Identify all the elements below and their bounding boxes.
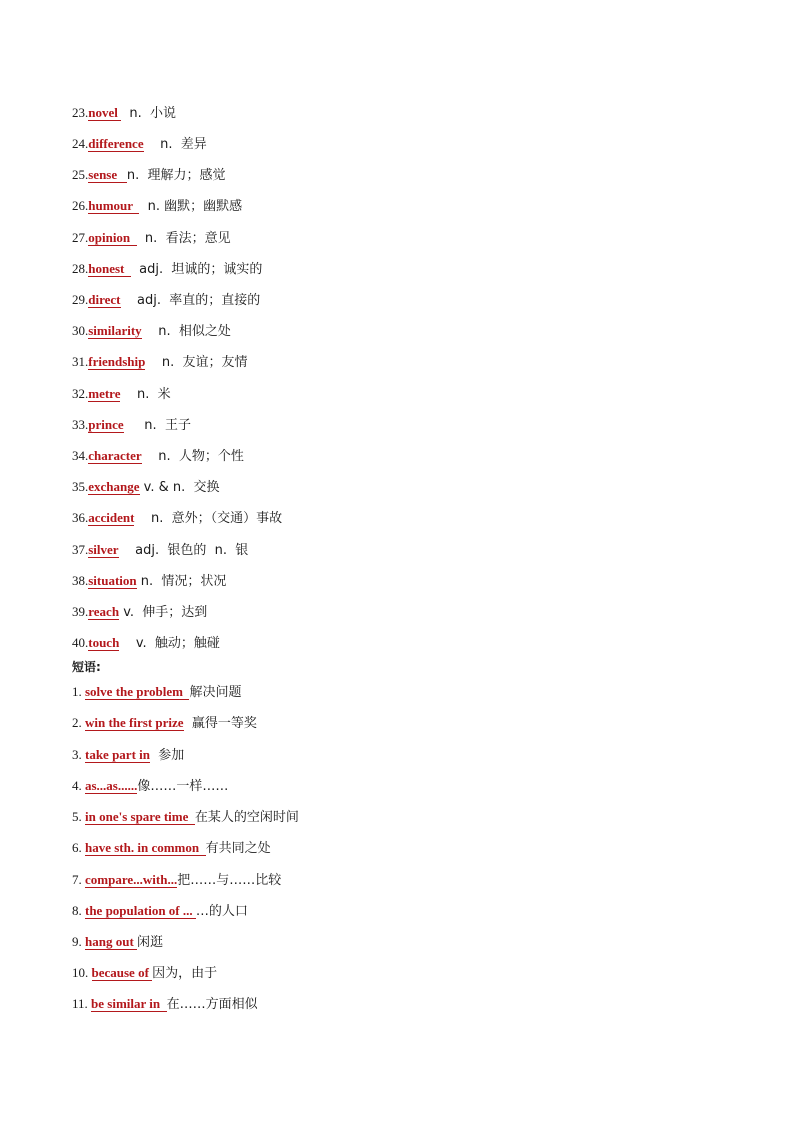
definition: 把……与……比较 — [177, 873, 282, 888]
answer-blank: reach — [88, 604, 120, 619]
word-item — [72, 509, 282, 527]
item-number: 34. — [72, 448, 89, 463]
definition: v. & n. 交换 — [139, 480, 220, 495]
item-number: 3. — [72, 747, 85, 762]
item-number: 25. — [72, 167, 89, 182]
definition: 有共同之处 — [205, 841, 271, 856]
item-number: 33. — [72, 417, 89, 432]
phrase-item — [72, 808, 299, 826]
definition: v. 触动；触碰 — [119, 636, 220, 651]
answer-blank: the population of ... — [85, 903, 196, 918]
definition: 闲逛 — [137, 935, 164, 950]
answer-blank: take part in — [85, 747, 150, 762]
item-number: 1. — [72, 684, 85, 699]
item-number: 8. — [72, 903, 85, 918]
item-number: 23. — [72, 105, 89, 120]
item-number: 29. — [72, 292, 89, 307]
phrase-item — [72, 871, 281, 889]
answer-blank: direct — [88, 292, 121, 307]
answer-blank: prince — [88, 417, 124, 432]
answer-blank: have sth. in common — [85, 840, 206, 855]
answer-blank: accident — [88, 510, 135, 525]
definition: n. 意外；（交通）事故 — [134, 511, 283, 526]
word-item — [72, 478, 220, 496]
phrases-heading: 短语: — [72, 660, 101, 674]
item-number: 26. — [72, 198, 89, 213]
item-number: 37. — [72, 542, 89, 557]
definition: 因为，由于 — [152, 966, 218, 981]
definition: n. 差异 — [143, 137, 207, 152]
answer-blank: as...as...... — [85, 778, 138, 793]
definition: 赢得一等奖 — [183, 716, 257, 731]
item-number: 6. — [72, 840, 85, 855]
answer-blank: similarity — [88, 323, 142, 338]
item-number: 35. — [72, 479, 89, 494]
answer-blank: difference — [88, 136, 144, 151]
answer-blank: friendship — [88, 354, 146, 369]
answer-blank: hang out — [85, 934, 138, 949]
definition: 解决问题 — [189, 685, 242, 700]
definition: n. 王子 — [123, 418, 191, 433]
word-item — [72, 197, 242, 215]
word-item — [72, 447, 244, 465]
item-number: 32. — [72, 386, 89, 401]
item-number: 9. — [72, 934, 85, 949]
answer-blank: situation — [88, 573, 137, 588]
definition: 在某人的空闲时间 — [194, 810, 299, 825]
definition: n. 米 — [120, 387, 171, 402]
answer-blank: because of — [91, 965, 153, 980]
word-item — [72, 603, 207, 621]
item-number: 28. — [72, 261, 89, 276]
answer-blank: metre — [88, 386, 121, 401]
definition: 参加 — [150, 748, 185, 763]
answer-blank: compare...with... — [85, 872, 178, 887]
phrase-item — [72, 995, 258, 1013]
definition: n. 相似之处 — [141, 324, 231, 339]
answer-blank: be similar in — [91, 996, 167, 1011]
definition: adj. 银色的 n. 银 — [118, 543, 249, 558]
item-number: 36. — [72, 510, 89, 525]
definition: adj. 坦诚的；诚实的 — [130, 262, 263, 277]
answer-blank: humour — [88, 198, 140, 213]
word-item — [72, 229, 231, 247]
word-item — [72, 572, 226, 590]
word-item — [72, 135, 207, 153]
item-number: 2. — [72, 715, 85, 730]
answer-blank: sense — [88, 167, 127, 182]
item-number: 5. — [72, 809, 85, 824]
definition: v. 伸手；达到 — [119, 605, 208, 620]
answer-blank: character — [88, 448, 142, 463]
phrase-item — [72, 746, 184, 764]
answer-blank: honest — [88, 261, 131, 276]
item-number: 24. — [72, 136, 89, 151]
word-item — [72, 541, 248, 559]
word-item — [72, 634, 220, 652]
answer-blank: novel — [88, 105, 122, 120]
item-number: 30. — [72, 323, 89, 338]
definition: adj. 率直的；直接的 — [120, 293, 261, 308]
word-item — [72, 416, 191, 434]
word-item — [72, 353, 248, 371]
definition: n. 小说 — [121, 106, 177, 121]
item-number: 7. — [72, 872, 85, 887]
answer-blank: touch — [88, 635, 120, 650]
item-number: 11. — [72, 996, 92, 1011]
item-number: 40. — [72, 635, 89, 650]
definition: n. 人物；个性 — [141, 449, 244, 464]
answer-blank: solve the problem — [85, 684, 190, 699]
word-item — [72, 166, 226, 184]
phrase-item — [72, 839, 271, 857]
phrase-item — [72, 683, 242, 701]
word-item — [72, 291, 260, 309]
definition: n. 看法；意见 — [136, 231, 231, 246]
word-item — [72, 322, 231, 340]
phrase-item — [72, 964, 217, 982]
answer-blank: silver — [88, 542, 119, 557]
phrase-item — [72, 902, 248, 920]
definition: 在……方面相似 — [166, 997, 258, 1012]
answer-blank: opinion — [88, 230, 137, 245]
item-number: 38. — [72, 573, 89, 588]
answer-blank: exchange — [88, 479, 140, 494]
item-number: 10. — [72, 965, 92, 980]
definition: n. 幽默；幽默感 — [139, 199, 243, 214]
phrase-item — [72, 933, 163, 951]
item-number: 39. — [72, 604, 89, 619]
item-number: 4. — [72, 778, 85, 793]
word-item — [72, 385, 171, 403]
definition: n. 情况；状况 — [136, 574, 227, 589]
word-item — [72, 260, 262, 278]
definition: 像……一样…… — [137, 779, 229, 794]
definition: n. 友谊；友情 — [145, 355, 248, 370]
answer-blank: win the first prize — [85, 715, 184, 730]
word-item — [72, 104, 176, 122]
definition: n. 理解力；感觉 — [126, 168, 226, 183]
item-number: 27. — [72, 230, 89, 245]
phrase-item — [72, 714, 257, 732]
phrase-item — [72, 777, 228, 795]
answer-blank: in one's spare time — [85, 809, 195, 824]
item-number: 31. — [72, 354, 89, 369]
definition: …的人口 — [195, 904, 248, 919]
